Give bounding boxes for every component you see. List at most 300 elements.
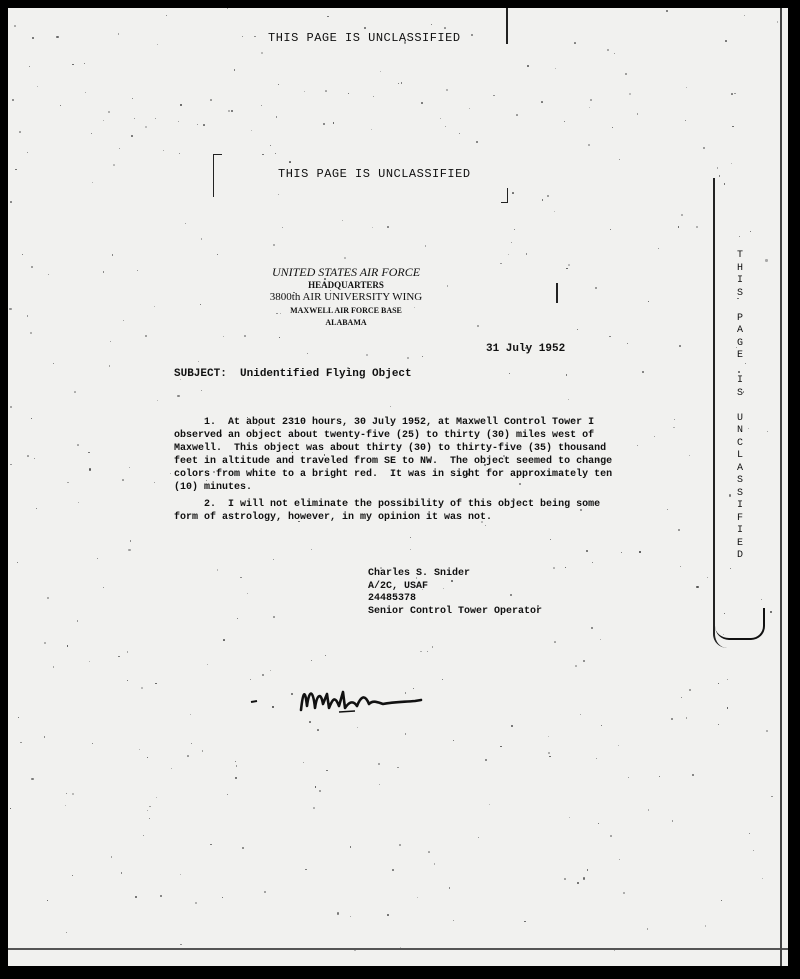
scan-speck [744, 15, 745, 16]
scan-speck [36, 508, 38, 510]
scan-speck [242, 847, 244, 849]
scan-speck [350, 846, 351, 847]
scan-speck [317, 729, 319, 731]
scan-speck [191, 743, 193, 745]
scan-speck [565, 567, 566, 568]
memo-paragraph-1: 1. At about 2310 hours, 30 July 1952, at Maxwell Control Tower I observed an object about twenty-five (25) to thirty (30) miles west of Maxwell. This object was about thirty (30) to thirty-five (35) thousand feet in altitude and traveled from SE to NW. The object seemed to change colors from white to a bright red. It was in sight for approximately ten (10) minutes. [174, 417, 613, 493]
memo-paragraph-2: 2. I will not eliminate the possibility of this object being some form of astrology, however, in my opinion it was not. [174, 499, 601, 523]
scan-speck [31, 418, 32, 419]
scan-speck [278, 194, 279, 195]
scan-speck [485, 525, 486, 526]
scan-speck [575, 665, 577, 667]
scan-speck [108, 111, 110, 113]
scan-speck [623, 892, 625, 894]
scan-speck [428, 851, 430, 853]
scan-speck [777, 21, 778, 22]
scan-speck [22, 254, 23, 255]
scan-speck [628, 777, 629, 778]
scan-speck [210, 99, 212, 101]
scan-speck [179, 153, 180, 154]
scan-speck [273, 616, 275, 618]
scan-speck [180, 874, 181, 875]
scan-speck [574, 42, 576, 44]
scan-speck [195, 902, 197, 904]
scan-speck [398, 83, 399, 84]
scan-speck [276, 116, 277, 117]
scan-speck [91, 133, 93, 135]
scan-speck [85, 92, 87, 94]
scan-speck [66, 793, 67, 794]
scan-speck [240, 577, 242, 579]
scan-speck [445, 126, 446, 127]
scan-speck [489, 804, 491, 806]
scan-speck [771, 796, 773, 798]
scan-speck [130, 540, 132, 542]
scan-speck [201, 238, 202, 239]
scan-speck [17, 562, 18, 563]
scan-speck [511, 725, 513, 727]
scan-speck [731, 93, 733, 95]
scan-speck [149, 806, 151, 808]
scan-speck [131, 135, 133, 137]
scan-speck [210, 844, 211, 845]
scan-speck [282, 227, 283, 228]
scan-speck [686, 717, 687, 718]
scan-speck [44, 642, 46, 644]
scan-speck [512, 192, 514, 194]
scan-speck [141, 687, 143, 689]
scan-speck [217, 254, 218, 255]
scan-speck [18, 717, 19, 718]
scan-speck [686, 87, 687, 88]
scan-speck [718, 724, 719, 725]
scan-speck [119, 148, 120, 149]
scan-speck [264, 891, 266, 893]
scan-speck [590, 99, 592, 101]
scan-speck [453, 920, 454, 921]
scan-speck [77, 444, 79, 446]
scan-speck [289, 161, 291, 163]
scan-speck [420, 651, 421, 652]
scan-speck [134, 118, 135, 119]
scan-speck [621, 552, 622, 553]
scan-speck [227, 794, 228, 795]
scan-speck [725, 40, 727, 42]
scan-speck [591, 627, 592, 628]
scan-speck [705, 925, 706, 926]
scan-speck [103, 120, 104, 121]
scan-speck [236, 765, 238, 767]
scan-speck [348, 93, 350, 95]
scan-speck [27, 455, 29, 457]
scan-speck [589, 107, 590, 108]
memo-date: 31 July 1952 [486, 343, 566, 355]
scan-speck [689, 455, 690, 456]
scan-speck [78, 502, 79, 503]
scan-speck [680, 566, 681, 567]
scan-speck [111, 856, 112, 857]
scan-speck [427, 651, 428, 652]
scan-speck [154, 306, 155, 307]
scan-speck [103, 587, 104, 588]
scan-speck [564, 878, 566, 880]
scan-speck [610, 835, 612, 837]
scan-speck [471, 34, 473, 36]
scan-speck [178, 121, 179, 122]
scan-speck [67, 482, 69, 484]
scan-speck [31, 778, 33, 780]
scan-speck [223, 639, 225, 641]
scan-speck [566, 374, 568, 376]
scan-speck [554, 211, 555, 212]
scan-speck [235, 777, 236, 778]
scan-speck [425, 245, 426, 246]
scan-speck [137, 270, 138, 271]
scan-speck [121, 872, 123, 874]
scan-speck [671, 718, 673, 720]
scan-speck [261, 52, 263, 54]
scan-speck [592, 562, 593, 563]
scan-speck [587, 869, 589, 871]
scan-speck [440, 118, 441, 119]
scan-speck [72, 875, 73, 876]
scan-speck [14, 25, 16, 27]
scan-speck [103, 271, 104, 272]
scan-speck [511, 242, 512, 243]
scan-speck [44, 736, 45, 737]
scan-speck [648, 301, 649, 302]
scan-speck [10, 201, 12, 203]
scan-speck [508, 254, 509, 255]
scan-speck [364, 27, 366, 29]
scan-speck [410, 537, 411, 538]
scan-speck [548, 736, 549, 737]
scan-speck [387, 914, 389, 916]
scan-speck [672, 820, 673, 821]
scan-speck [500, 263, 502, 265]
scan-speck [20, 742, 22, 744]
scan-speck [262, 154, 263, 155]
scan-speck [72, 793, 74, 795]
scan-speck [542, 199, 544, 201]
banner-bracket-left [213, 154, 222, 197]
scan-speck [129, 467, 130, 468]
scan-speck [132, 98, 133, 99]
scan-speck [67, 645, 69, 647]
scan-speck [118, 33, 120, 35]
scan-speck [681, 697, 682, 698]
scan-speck [607, 49, 609, 51]
scan-speck [422, 356, 423, 357]
scan-speck [681, 214, 683, 216]
scan-speck [392, 869, 394, 871]
scan-speck [228, 110, 230, 112]
letterhead-headquarters: HEADQUARTERS [308, 280, 384, 290]
scan-speck [727, 707, 728, 708]
scan-speck [315, 786, 316, 787]
scan-speck [766, 730, 768, 732]
scan-speck [123, 320, 124, 321]
scan-speck [569, 817, 570, 818]
scan-speck [405, 733, 406, 734]
scan-speck [658, 248, 659, 249]
scan-speck [10, 464, 12, 466]
scan-speck [734, 93, 735, 94]
scan-speck [65, 805, 66, 806]
scan-speck [166, 15, 167, 16]
scan-speck [554, 641, 556, 643]
scan-speck [547, 195, 549, 197]
scan-speck [601, 725, 602, 726]
scan-speck [177, 395, 179, 397]
scan-speck [231, 110, 233, 112]
scan-speck [449, 887, 451, 889]
scan-speck [227, 8, 228, 9]
scan-speck [619, 159, 620, 160]
scan-speck [222, 897, 223, 898]
scan-speck [732, 126, 734, 128]
scan-speck [185, 223, 186, 224]
scan-speck [200, 304, 201, 305]
scan-speck [568, 399, 569, 400]
scan-speck [598, 823, 599, 824]
scan-speck [767, 431, 768, 432]
signer-title: Senior Control Tower Operator [368, 605, 543, 617]
scan-speck [659, 776, 660, 777]
scan-speck [580, 714, 581, 715]
scan-speck [432, 646, 433, 647]
scan-speck [674, 419, 675, 420]
scan-speck [247, 593, 248, 594]
scan-speck [555, 68, 556, 69]
scan-speck [509, 373, 510, 374]
handwritten-signature [243, 680, 463, 720]
scan-speck [326, 770, 327, 771]
scan-speck [541, 101, 543, 103]
scan-speck [47, 900, 48, 901]
scan-speck [610, 229, 611, 230]
scan-speck [31, 266, 33, 268]
side-tab-hook [715, 608, 765, 640]
scan-speck [627, 343, 628, 344]
letterhead-org: UNITED STATES AIR FORCE [271, 265, 421, 279]
scan-speck [485, 759, 487, 761]
scan-speck [88, 452, 89, 453]
scan-speck [625, 73, 627, 75]
scan-edge-line [780, 8, 782, 966]
scan-speck [180, 944, 182, 946]
scan-speck [313, 807, 315, 809]
scan-speck [614, 950, 615, 951]
scan-speck [548, 752, 550, 754]
scan-speck [639, 551, 640, 552]
scan-speck [89, 468, 91, 470]
scan-speck [27, 315, 28, 316]
scan-speck [380, 71, 381, 72]
scan-speck [157, 400, 158, 401]
scan-speck [689, 689, 691, 691]
scan-speck [410, 549, 411, 550]
scan-speck [407, 357, 409, 359]
scan-speck [147, 757, 148, 758]
scan-speck [92, 182, 93, 183]
classification-banner-side: T H I S P A G E I S U N C L A S S I F I E D [736, 250, 743, 561]
scan-speck [469, 108, 470, 109]
memo-subject: SUBJECT: Unidentified Flying Object [174, 368, 412, 380]
scan-speck [155, 683, 157, 685]
scan-speck [770, 611, 771, 612]
scan-speck [390, 406, 391, 407]
scan-speck [446, 89, 448, 91]
scan-speck [190, 714, 191, 715]
scan-speck [325, 90, 327, 92]
scan-speck [431, 24, 432, 25]
scan-speck [527, 65, 529, 67]
scan-speck [149, 818, 150, 819]
scan-speck [160, 895, 162, 897]
letterhead-state: ALABAMA [325, 318, 367, 327]
scan-speck [197, 124, 198, 125]
scan-speck [180, 104, 181, 105]
scan-speck [305, 869, 306, 870]
scan-speck [553, 567, 555, 569]
signer-rank: A/2C, USAF [368, 580, 429, 592]
scan-speck [223, 336, 224, 337]
scan-speck [244, 335, 246, 337]
scan-speck [753, 850, 754, 851]
scan-speck [203, 124, 205, 126]
scan-speck [727, 679, 728, 680]
scan-speck [647, 928, 649, 930]
scan-speck [118, 656, 120, 658]
scan-speck [217, 569, 218, 570]
scan-speck [765, 259, 767, 261]
scan-speck [642, 371, 644, 373]
scan-speck [344, 257, 346, 259]
scan-speck [155, 118, 156, 119]
scan-speck [673, 427, 674, 428]
scan-speck [47, 597, 49, 599]
scan-speck [84, 63, 85, 64]
scan-speck [30, 332, 32, 334]
scan-speck [600, 639, 601, 640]
scan-speck [685, 120, 686, 121]
scan-speck [583, 660, 585, 662]
scan-speck [275, 153, 276, 154]
scan-speck [145, 126, 147, 128]
scan-speck [127, 680, 128, 681]
scan-speck [549, 756, 550, 757]
scan-speck [614, 53, 615, 54]
scan-speck [357, 727, 358, 728]
scan-speck [721, 900, 722, 901]
scan-speck [53, 666, 54, 667]
scan-speck [97, 558, 98, 559]
scan-speck [327, 16, 328, 17]
scan-speck [478, 837, 479, 838]
scan-speck [304, 91, 306, 93]
scan-speck [311, 549, 312, 550]
scan-speck [629, 93, 631, 95]
scan-speck [325, 655, 326, 656]
scan-speck [524, 921, 525, 922]
scan-speck [399, 844, 401, 846]
scan-speck [333, 122, 334, 123]
scan-speck [586, 550, 588, 552]
scan-speck [477, 325, 479, 327]
scan-speck [235, 761, 236, 762]
scan-speck [618, 745, 620, 747]
scan-speck [696, 586, 698, 588]
scan-speck [648, 809, 649, 810]
scan-speck [564, 121, 565, 122]
scan-speck [113, 164, 115, 166]
scan-speck [654, 436, 655, 437]
scan-speck [666, 10, 668, 12]
scan-speck [397, 767, 399, 769]
scan-speck [323, 123, 325, 125]
scan-speck [678, 226, 680, 228]
scan-speck [421, 102, 423, 104]
scan-speck [378, 763, 380, 765]
scan-speck [143, 835, 144, 836]
scan-speck [29, 66, 30, 67]
scan-speck [696, 226, 698, 228]
scan-speck [550, 539, 551, 540]
scan-speck [373, 96, 374, 97]
letterhead-base: MAXWELL AIR FORCE BASE [290, 306, 402, 315]
scan-speck [417, 897, 418, 898]
scan-speck [526, 253, 527, 254]
scan-speck [270, 145, 271, 146]
scan-edge-line [506, 8, 508, 44]
scan-speck [154, 482, 155, 483]
scan-speck [147, 810, 148, 811]
scan-speck [261, 105, 262, 106]
signer-serial: 24485378 [368, 593, 417, 604]
scan-speck [110, 341, 112, 343]
scan-speck [77, 620, 78, 621]
scan-edge-line [8, 948, 788, 950]
scan-speck [234, 69, 235, 70]
scan-speck [237, 618, 238, 619]
scan-speck [596, 758, 597, 759]
scan-speck [202, 750, 203, 751]
document-page [8, 8, 788, 966]
scan-speck [112, 254, 114, 256]
scan-speck [679, 345, 681, 347]
scan-speck [309, 721, 311, 723]
scan-speck [371, 129, 372, 130]
scan-speck [514, 229, 515, 230]
scan-speck [170, 473, 171, 474]
scan-speck [612, 127, 613, 128]
scan-speck [577, 329, 578, 330]
scan-speck [588, 144, 590, 146]
scan-speck [242, 36, 243, 37]
scan-speck [60, 105, 61, 106]
scan-speck [516, 114, 518, 116]
scan-speck [731, 163, 732, 164]
scan-speck [459, 133, 460, 134]
scan-speck [500, 746, 501, 747]
scan-speck [10, 406, 12, 408]
scan-speck [127, 651, 129, 653]
scan-speck [254, 36, 256, 38]
scan-speck [387, 226, 389, 228]
scan-speck [319, 790, 321, 792]
scan-speck [201, 390, 202, 391]
